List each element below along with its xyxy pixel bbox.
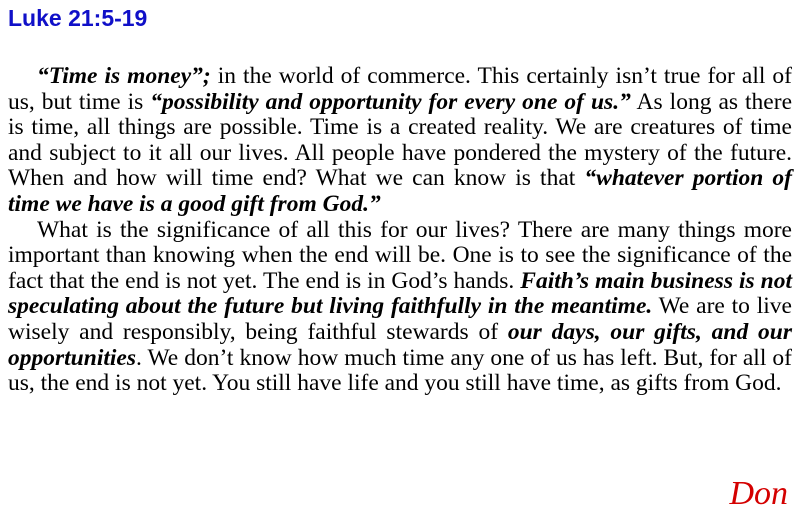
body-span: We are to live wisely and responsibly, being faithful stewards of: [8, 293, 792, 345]
body-span: . We don’t know how much time any one of us has left. But, for all of us, the end is not yet. You still have life and you still have time, as gifts from God.: [8, 344, 792, 397]
emphasis-text: our days, our gifts, and our opportunities: [8, 318, 792, 371]
body-span: What is the significance of all this for our lives? There are many things more important than knowing when the end will be. One is to see the significance of the fact that the end is not yet. The end is in God’s hands.: [8, 216, 792, 294]
body-span: in the world of commerce. This certainly isn’t true for all of us, but time is: [8, 63, 792, 115]
body-span: As long as there is time, all things are possible. Time is a created reality. We are creatures of time and subject to it all our lives. All people have pondered the mystery of the future. When and how will time end? What we can know is that: [8, 88, 792, 192]
emphasis-text: “possibility and opportunity for every one of us.”: [150, 88, 631, 115]
emphasis-text: “whatever portion of time we have is a good gift from God.”: [8, 165, 792, 217]
paragraph-1: [8, 64, 792, 218]
page-title: Luke 21:5-19: [8, 5, 148, 31]
emphasis-text: “Time is money”;: [37, 63, 211, 89]
signature: Don: [729, 475, 788, 512]
paragraph-2: [8, 218, 792, 397]
body-text: [8, 64, 792, 397]
emphasis-text: Faith’s main business is not speculating about the future but living faithfully in the meantime.: [8, 267, 792, 320]
